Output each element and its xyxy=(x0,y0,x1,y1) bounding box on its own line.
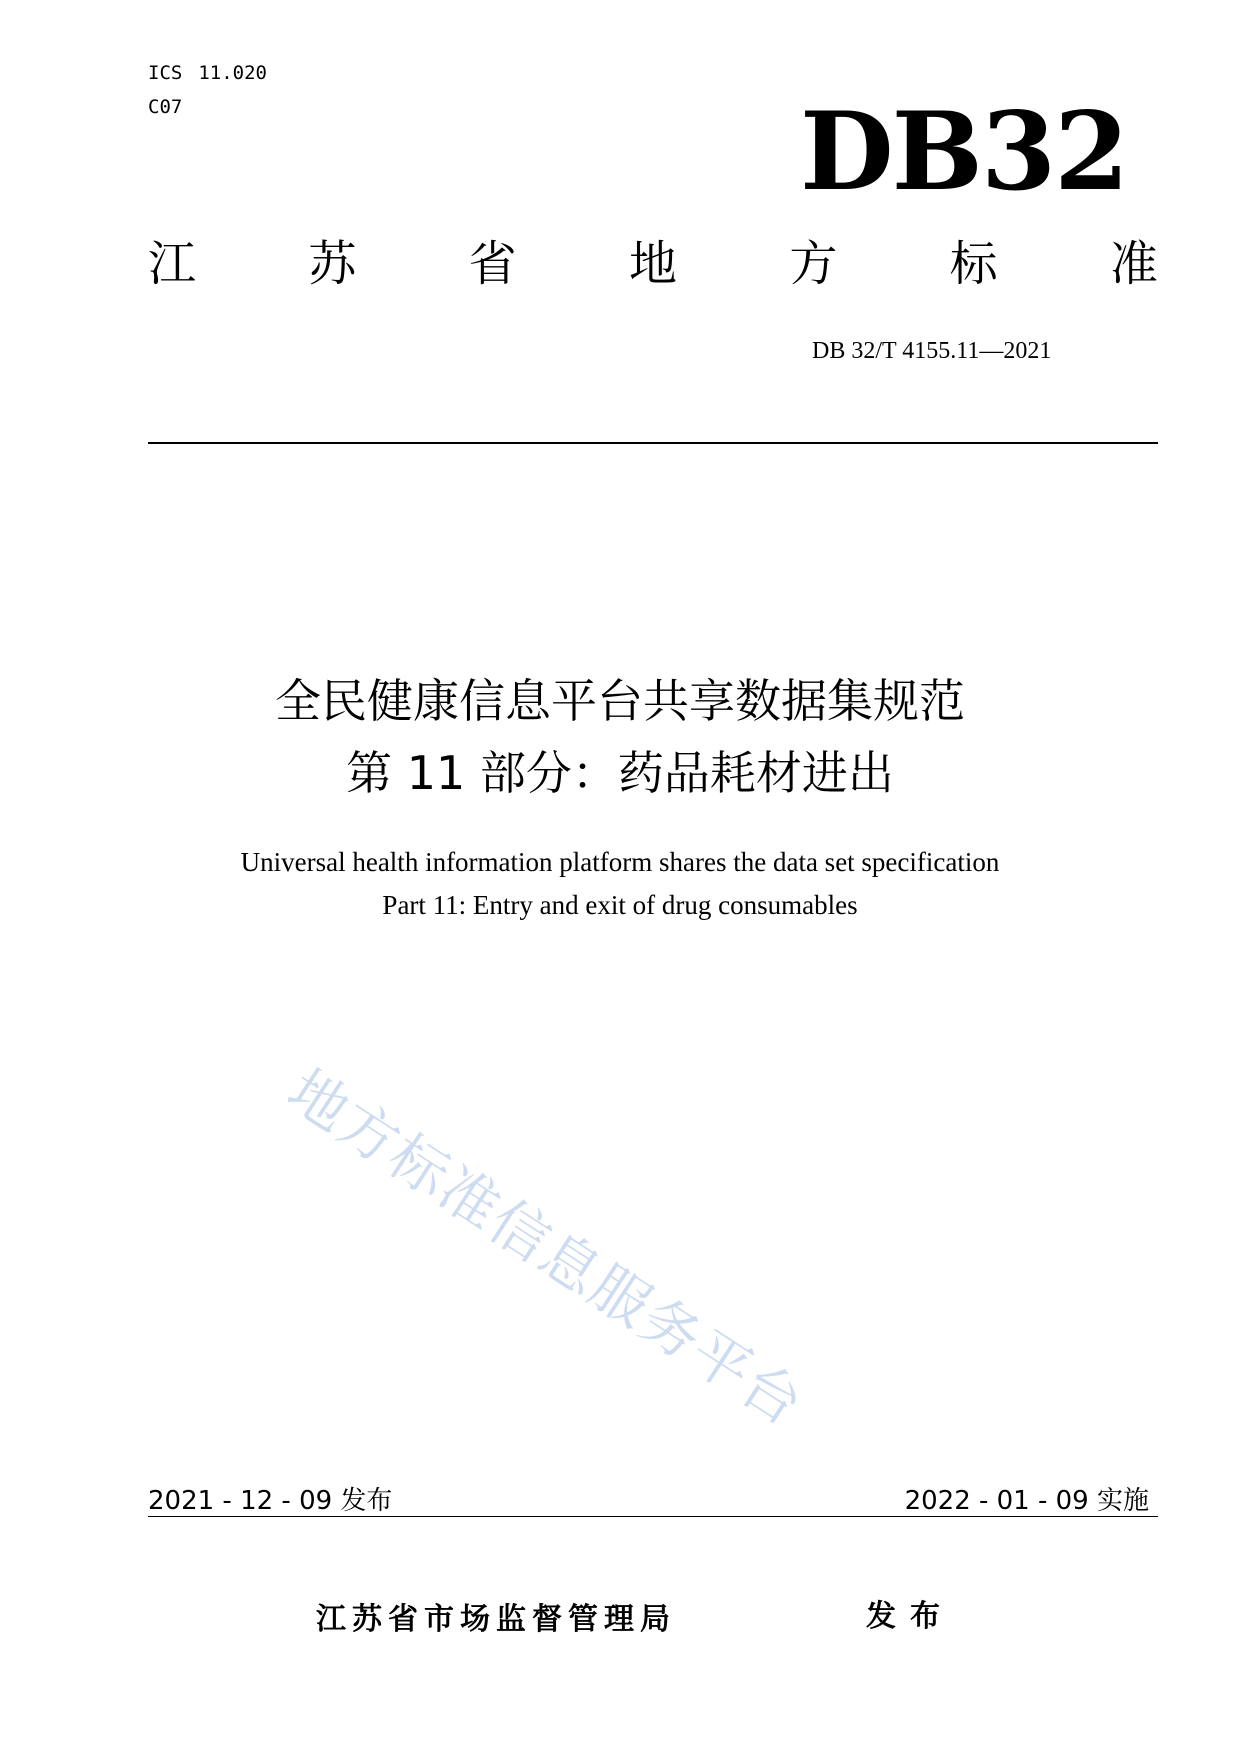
bottom-divider xyxy=(148,1516,1158,1517)
publish-date: 2021 - 12 - 09 发布 xyxy=(148,1486,393,1516)
province-char: 标 xyxy=(949,236,998,292)
ics-label: ICS xyxy=(148,62,183,84)
province-char: 准 xyxy=(1109,236,1158,292)
province-char: 方 xyxy=(789,236,838,292)
ics-code: 11.020 xyxy=(198,62,267,84)
title-en-line1: Universal health information platform shares the data set specification xyxy=(240,847,1000,877)
province-char: 江 xyxy=(148,236,197,292)
implement-date: 2022 - 01 - 09 实施 xyxy=(904,1486,1149,1516)
issue-label: 发布 xyxy=(866,1599,954,1634)
standard-prefix: DB32 xyxy=(800,89,1128,215)
watermark: 地方标准信息服务平台 xyxy=(275,1055,817,1440)
province-char: 省 xyxy=(468,236,517,292)
standard-number: DB 32/T 4155.11—2021 xyxy=(812,338,1052,364)
title-cn-line2: 第 11 部分：药品耗材进出 xyxy=(346,746,894,800)
province-char: 地 xyxy=(628,236,677,292)
title-en-line2: Part 11: Entry and exit of drug consumables xyxy=(382,890,858,920)
province-char: 苏 xyxy=(308,236,357,292)
province-standard-heading xyxy=(148,236,1158,292)
issuer-name: 江苏省市场监督管理局 xyxy=(316,1602,676,1637)
top-divider xyxy=(148,442,1158,444)
title-cn-line1: 全民健康信息平台共享数据集规范 xyxy=(275,674,965,728)
ccs-code: C07 xyxy=(148,96,183,118)
ics-classification xyxy=(148,62,283,84)
